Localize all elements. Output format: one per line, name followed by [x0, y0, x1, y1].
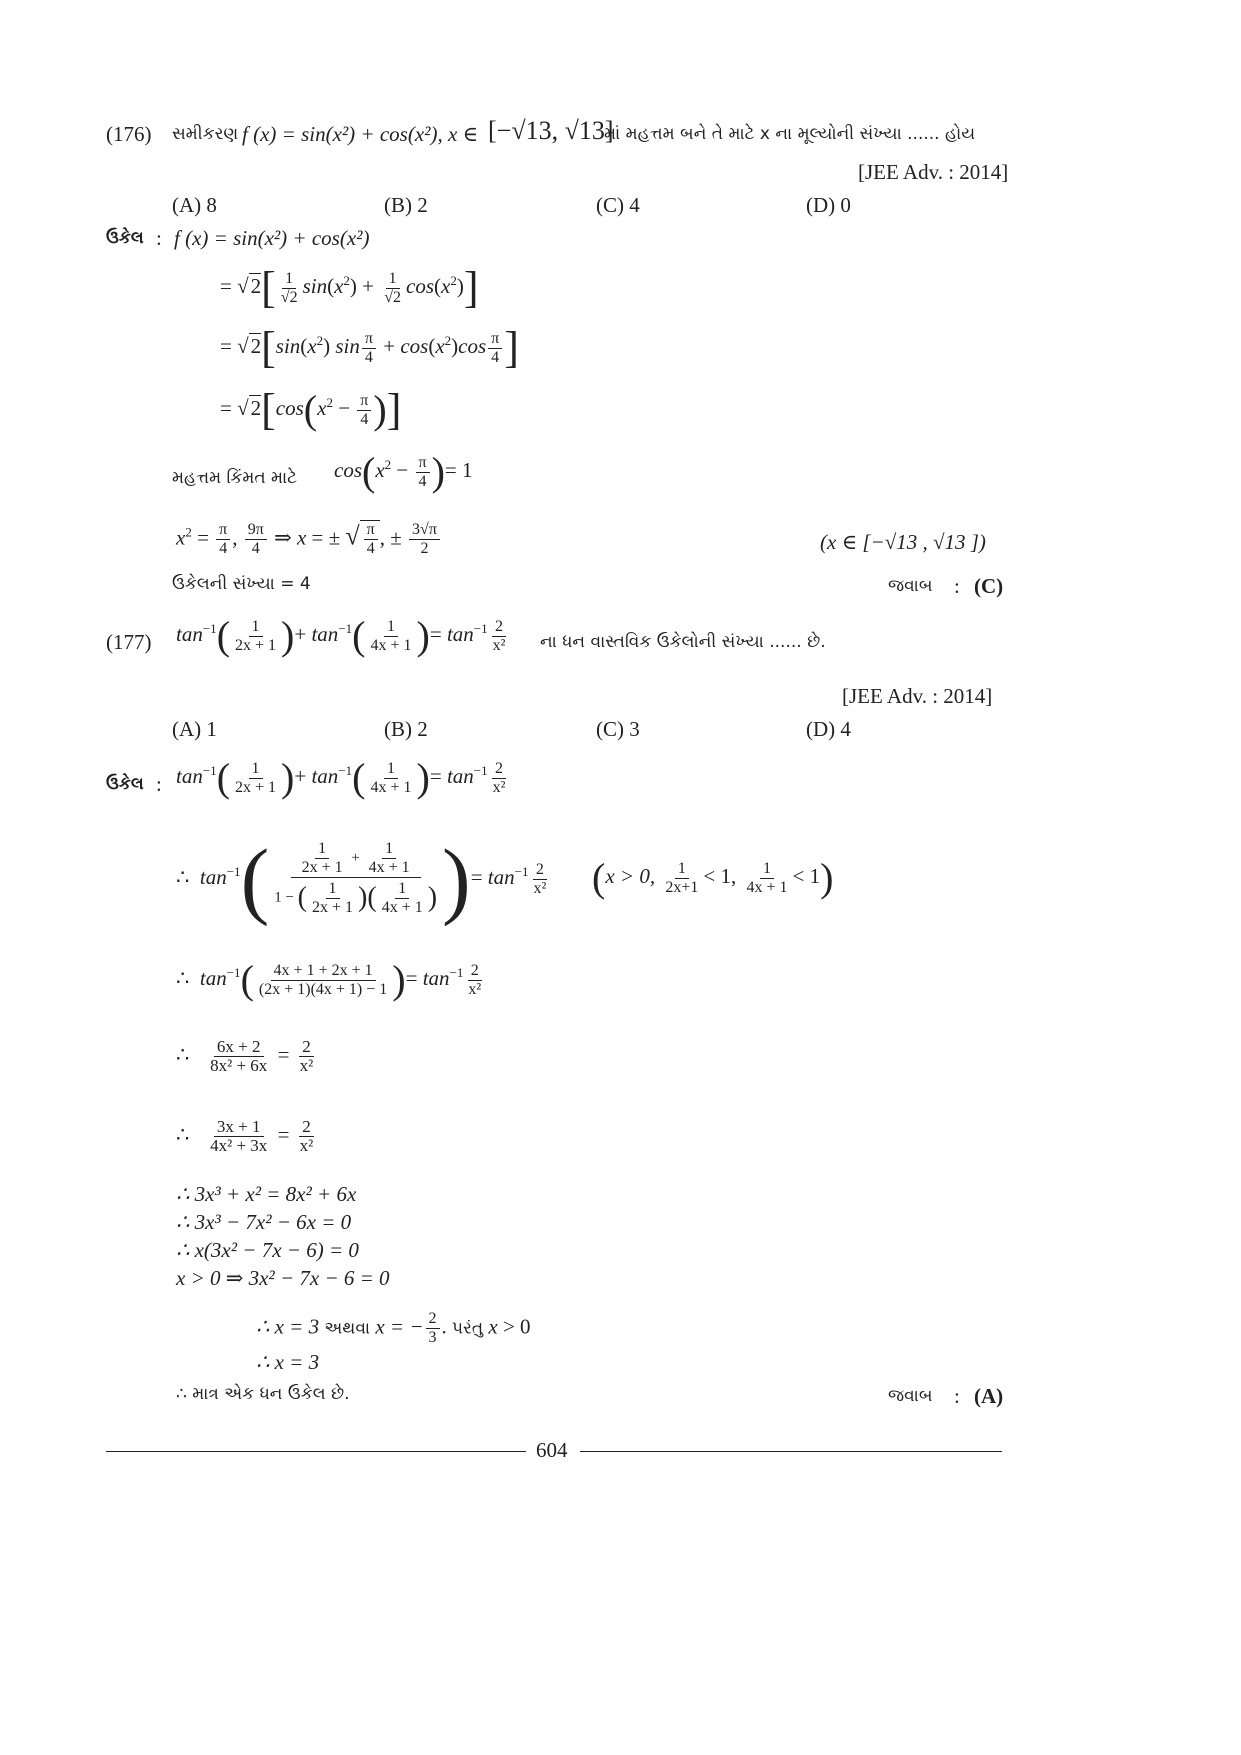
q177-line-b: ∴ 3x³ − 7x² − 6x = 0 [176, 1210, 352, 1234]
q176-number: (176) [106, 122, 152, 146]
q176-option-a: (A) 8 [172, 193, 217, 217]
q177-answer-label: જવાબ [888, 1386, 933, 1406]
q177-source: [JEE Adv. : 2014] [842, 684, 993, 708]
q176-answer: (C) [974, 574, 1004, 598]
q177-solution-colon: : [156, 772, 162, 796]
q177-option-d: (D) 4 [806, 717, 851, 741]
q177-equation: $\tan^{-1}$( $\frac{1}{2x + 1}$ )+ $\tan^{-1}$( $\frac{1}{4x + 1}$ )= $\tan^{-1}$ $\frac{2}{\text{x²}}$ [176, 613, 506, 658]
page-number: 604 [536, 1438, 568, 1462]
q177-number: (177) [106, 630, 152, 654]
q176-roots: $x^2$ = $\frac{\pi}{4}$ , $\frac{9\pi}{4}$ ⇒ x = ± √ $\frac{\pi}{4}$ , ± $\frac{3√\pi}{2}$ [176, 520, 442, 558]
q176-max-text: મહત્તમ કિંમત માટે [172, 468, 298, 488]
q176-step3: = $√2[\cos(x^2$ − $\frac{\pi}{4}$ )] [220, 385, 402, 434]
q177-step3: ∴ $\frac{6x + 2}{\text{8x² + 6x}}$ = $\frac{2}{\text{x²}}$ [176, 1037, 314, 1075]
q177-solution-label: ઉકેલ [106, 774, 144, 794]
q177-option-b: (B) 2 [384, 717, 428, 741]
q176-answer-label: જવાબ [888, 576, 933, 596]
footer-rule-right [580, 1451, 1002, 1452]
q177-step4: ∴ $\frac{3x + 1}{\text{4x² + 3x}}$ = $\frac{2}{\text{x²}}$ [176, 1117, 314, 1155]
q176-domain-note: (x ∈ [−√13 , √13 ]) [820, 530, 986, 554]
q176-option-c: (C) 4 [596, 193, 640, 217]
q177-line-c: ∴ x(3x² − 7x − 6) = 0 [176, 1238, 359, 1262]
q177-line-e: ∴ x = 3 અથવા x = − $\frac{2}{3}$ . પરંતુ x > 0 [256, 1310, 531, 1346]
q177-option-c: (C) 3 [596, 717, 640, 741]
q176-option-b: (B) 2 [384, 193, 428, 217]
q176-count: ઉકેલની સંખ્યા = 4 [172, 574, 311, 594]
q176-question-tail: માં મહત્તમ બને તે માટે x ના મૂલ્યોની સંખ્યા ...... હોય [604, 124, 976, 144]
q177-step2: ∴ $\tan^{-1}$( $\frac{4x + 1 + 2x + 1}{(2x + 1)(4x + 1) - 1}$ )= $\tan^{-1}$ $\frac{2}{\text{x²}}$ [176, 957, 482, 1002]
q176-lead: સમીકરણ [172, 124, 239, 144]
q176-interval: [−√13, √13] [488, 116, 614, 145]
q176-expression: f (x) = sin(x²) + cos(x²), x ∈ [242, 122, 479, 146]
q177-solution-line1: $\tan^{-1}$( $\frac{1}{2x + 1}$ )+ $\tan^{-1}$( $\frac{1}{4x + 1}$ )= $\tan^{-1}$ $\frac{2}{\text{x²}}$ [176, 755, 506, 800]
q177-question-tail: ના ધન વાસ્તવિક ઉકેલોની સંખ્યા ...... છે. [540, 632, 826, 652]
q176-max-eq: $\cos(x^2$ − $\frac{\pi}{4}$ )= 1 [334, 449, 473, 494]
q176-option-d: (D) 0 [806, 193, 851, 217]
q177-line-f: ∴ x = 3 [256, 1350, 320, 1374]
q177-answer: (A) [974, 1384, 1004, 1408]
q176-solution-line1: f (x) = sin(x²) + cos(x²) [174, 226, 370, 250]
q177-answer-colon: : [954, 1384, 960, 1408]
q176-step2: = $√2[\sin(x^2)$ sin $\frac{\pi}{4}$ + $\cos(x^2)\cos$ $\frac{\pi}{4}$ ] [220, 323, 519, 372]
q176-solution-colon: : [156, 226, 162, 250]
q176-answer-colon: : [954, 574, 960, 598]
q176-step1: = √2[ $\frac{1}{√2}$ $\sin(x^2)$ + $\frac{1}{√2}$ $\cos(x^2)$] [220, 263, 479, 312]
q176-solution-label: ઉકેલ [106, 228, 144, 248]
q177-condition: (x > 0, $\frac{1}{2x+1}$ < 1, $\frac{1}{4x + 1}$ < 1) [592, 855, 834, 900]
footer-rule-left [106, 1451, 526, 1452]
q177-option-a: (A) 1 [172, 717, 217, 741]
q177-line-a: ∴ 3x³ + x² = 8x² + 6x [176, 1182, 357, 1206]
q177-step1: ∴ $\tan^{-1}$( $\frac{1}{2x + 1}$ + $\frac{1}{4x + 1}$ 1 − ( $\frac{1}{2x + 1}$ )( $\frac{1}{4x + 1}$ ) )= $\tan^{-1}$ $\frac{2}{\text{x²}}$ [176, 831, 547, 927]
q177-final: ∴ માત્ર એક ધન ઉકેલ છે. [176, 1384, 350, 1404]
q177-line-d: x > 0 ⇒ 3x² − 7x − 6 = 0 [176, 1266, 390, 1290]
q176-source: [JEE Adv. : 2014] [858, 160, 1009, 184]
